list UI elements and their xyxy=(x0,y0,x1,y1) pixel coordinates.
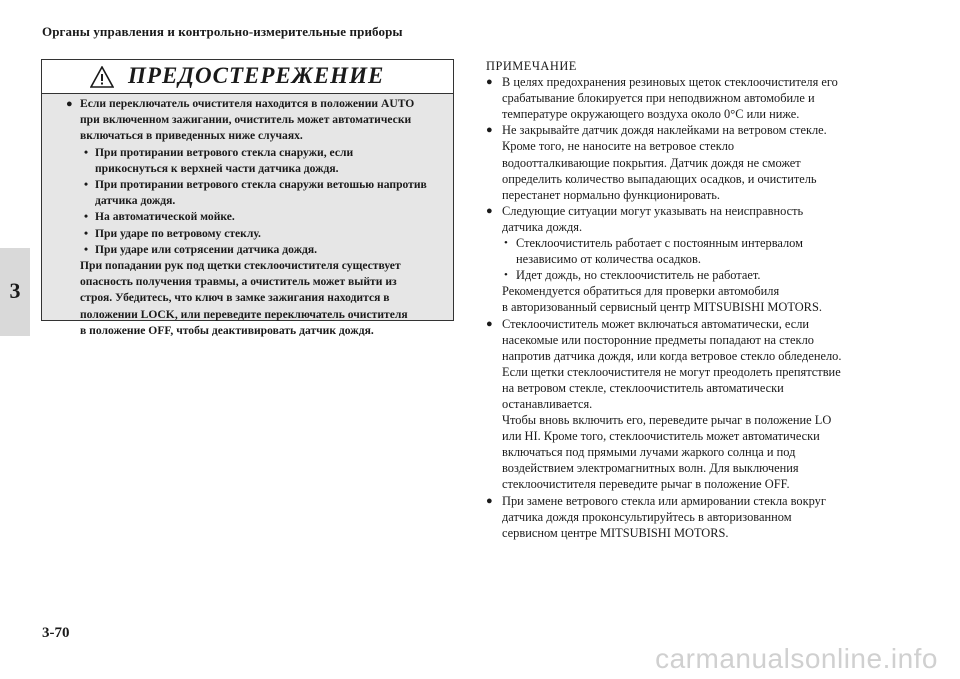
bullet-icon: • xyxy=(84,242,89,256)
note-sub-line xyxy=(486,251,916,267)
note-line: Не закрывайте датчик дождя наклейками на ветровом стекле. xyxy=(502,123,827,138)
warning-conclusion-text: опасность получения травмы, а очиститель может выйти из xyxy=(80,275,397,289)
warning-conclusion-text: в положение OFF, чтобы деактивировать датчик дождя. xyxy=(80,323,374,337)
note-item xyxy=(486,316,916,493)
note-line: или HI. Кроме того, стеклоочиститель может автоматически xyxy=(502,429,820,444)
warning-case-text: При протирании ветрового стекла снаружи, если xyxy=(95,145,354,159)
bullet-icon: ● xyxy=(486,317,493,330)
warning-conclusion-text: При попадании рук под щетки стеклоочистителя существует xyxy=(80,259,401,273)
note-line: датчика дождя проконсультируйтесь в авторизованном xyxy=(502,509,792,524)
note-title: ПРИМЕЧАНИЕ xyxy=(486,59,577,73)
bullet-icon: • xyxy=(84,210,89,224)
watermark: carmanualsonline.info xyxy=(655,643,938,674)
note-line: Чтобы вновь включить его, переведите рычаг в положение LO xyxy=(502,413,832,428)
bullet-icon: ● xyxy=(486,204,493,217)
warning-body xyxy=(66,96,450,339)
warning-case-line xyxy=(80,177,450,193)
warning-conclusion-line xyxy=(80,323,450,339)
warning-case-line xyxy=(80,242,450,258)
note-line: насекомые или посторонние предметы попадают на стекло xyxy=(502,332,814,347)
note-line: датчика дождя. xyxy=(502,219,583,234)
warning-case-text: При ударе или сотрясении датчика дождя. xyxy=(95,242,318,256)
note-line: на ветровом стекле, стеклоочиститель автоматически xyxy=(502,380,784,395)
note-line: перестанет нормально функционировать. xyxy=(502,187,721,202)
bullet-icon: ● xyxy=(486,76,493,89)
warning-conclusion-line xyxy=(80,290,450,306)
bullet-icon: • xyxy=(504,269,508,282)
note-item xyxy=(486,122,916,202)
note-line: При замене ветрового стекла или армировании стекла вокруг xyxy=(502,493,826,508)
note-sub-line xyxy=(486,235,916,251)
note-line: Рекомендуется обратиться для проверки автомобиля xyxy=(502,284,780,299)
note-line: Кроме того, не наносите на ветровое стекло xyxy=(502,139,735,154)
bullet-icon: • xyxy=(84,145,89,159)
note-sub-line xyxy=(486,267,916,283)
warning-header xyxy=(42,60,453,94)
note-line: сервисном центре MITSUBISHI MOTORS. xyxy=(502,525,729,540)
note-body xyxy=(486,74,916,541)
bullet-icon: • xyxy=(84,226,89,240)
note-line: В целях предохранения резиновых щеток стеклоочистителя его xyxy=(502,75,838,90)
warning-case-line xyxy=(80,209,450,225)
bullet-icon: ● xyxy=(486,124,493,137)
chapter-number: 3 xyxy=(9,278,21,303)
page-header: Органы управления и контрольно-измерительные приборы xyxy=(42,24,403,39)
warning-triangle-icon xyxy=(90,66,114,88)
note-line: стеклоочистителя переведите рычаг в положение OFF. xyxy=(502,477,790,492)
note-item xyxy=(486,203,916,316)
note-line: Следующие ситуации могут указывать на неисправность xyxy=(502,203,804,218)
warning-case-text: прикоснуться к верхней части датчика дождя. xyxy=(95,161,339,175)
note-sub-text: Стеклоочиститель работает с постоянным интервалом xyxy=(516,236,803,251)
warning-intro-text: при включенном зажигании, очиститель может автоматически xyxy=(80,113,412,127)
warning-conclusion-line xyxy=(80,258,450,274)
note-line: напротив датчика дождя, или когда ветровое стекло обледенело. xyxy=(502,348,842,363)
bullet-icon: ● xyxy=(486,494,493,507)
warning-intro-text: Если переключатель очистителя находится в положении AUTO xyxy=(80,97,415,110)
warning-conclusion-text: положении LOCK, или переведите переключатель очистителя xyxy=(80,307,408,321)
warning-intro-line xyxy=(80,128,450,144)
bullet-icon: • xyxy=(84,178,89,192)
warning-intro-line xyxy=(80,112,450,128)
bullet-icon: ● xyxy=(66,98,73,110)
note-sub-text: независимо от количества осадков. xyxy=(516,252,701,267)
warning-conclusion-line xyxy=(80,307,450,323)
warning-case-text: датчика дождя. xyxy=(95,194,176,208)
warning-case-text: При ударе по ветровому стеклу. xyxy=(95,226,261,240)
warning-box xyxy=(41,59,454,337)
note-line: Если щетки стеклоочистителя не могут преодолеть препятствие xyxy=(502,364,841,379)
note-line: останавливается. xyxy=(502,396,593,411)
note-section xyxy=(486,58,916,541)
note-line: Стеклоочиститель может включаться автоматически, если xyxy=(502,316,810,331)
warning-case-text: При протирании ветрового стекла снаружи ветошью напротив xyxy=(95,178,427,192)
bullet-spacer xyxy=(84,161,95,177)
note-line: определить количество выпадающих осадков, и очиститель xyxy=(502,171,817,186)
warning-conclusion-line xyxy=(80,274,450,290)
warning-title: ПРЕДОСТЕРЕЖЕНИЕ xyxy=(128,63,385,88)
note-line: воздействием электромагнитных волн. Для выключения xyxy=(502,461,799,476)
note-sub-text: Идет дождь, но стеклоочиститель не работает. xyxy=(516,268,761,283)
note-line: включаться под прямыми лучами жаркого солнца и под xyxy=(502,445,796,460)
note-line: в авторизованный сервисный центр MITSUBISHI MOTORS. xyxy=(502,300,822,315)
note-item xyxy=(486,74,916,122)
warning-intro-line xyxy=(66,96,450,112)
bullet-icon: • xyxy=(504,237,508,250)
warning-case-line xyxy=(80,145,450,161)
warning-case-line xyxy=(80,161,450,177)
note-line: температуре окружающего воздуха около 0°C или ниже. xyxy=(502,107,800,122)
chapter-tab xyxy=(0,248,30,336)
warning-conclusion-text: строя. Убедитесь, что ключ в замке зажигания находится в xyxy=(80,291,390,305)
warning-intro-text: включаться в приведенных ниже случаях. xyxy=(80,129,303,143)
note-item xyxy=(486,493,916,541)
note-line: водоотталкивающие покрытия. Датчик дождя не сможет xyxy=(502,155,801,170)
warning-case-line xyxy=(80,226,450,242)
page-number: 3-70 xyxy=(42,625,70,641)
warning-case-line xyxy=(80,193,450,209)
bullet-spacer xyxy=(84,193,95,209)
warning-case-text: На автоматической мойке. xyxy=(95,210,235,224)
note-line: срабатывание блокируется при неподвижном автомобиле и xyxy=(502,91,815,106)
